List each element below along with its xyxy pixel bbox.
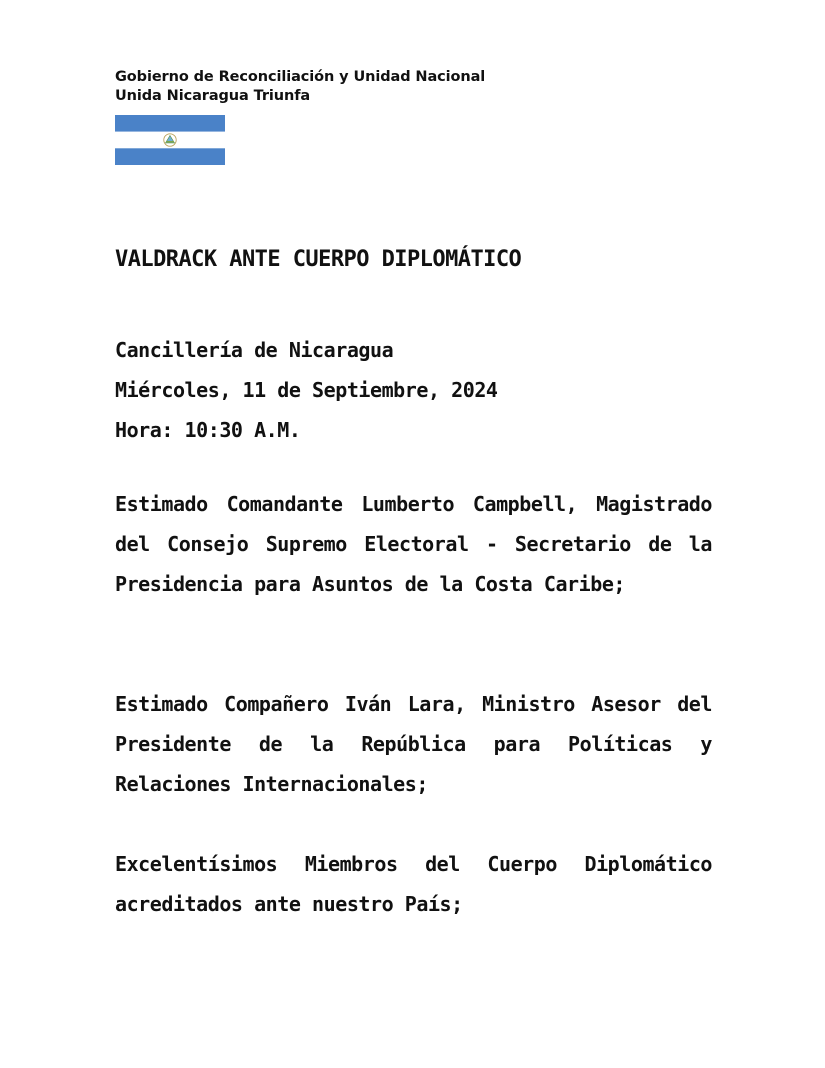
document-title: VALDRACK ANTE CUERPO DIPLOMÁTICO bbox=[115, 247, 522, 272]
event-details bbox=[115, 330, 498, 450]
event-date: Miércoles, 11 de Septiembre, 2024 bbox=[115, 378, 498, 402]
header-line-2: Unida Nicaragua Triunfa bbox=[115, 88, 311, 104]
header-line-1: Gobierno de Reconciliación y Unidad Nacional bbox=[115, 69, 486, 85]
event-time: Hora: 10:30 A.M. bbox=[115, 418, 301, 442]
salutation-paragraph: Estimado Compañero Iván Lara, Ministro Asesor del Presidente de la República para Políticas y Relaciones Internacionales; bbox=[115, 692, 712, 796]
salutation-paragraph: Excelentísimos Miembros del Cuerpo Diplomático acreditados ante nuestro País; bbox=[115, 852, 712, 916]
event-place: Cancillería de Nicaragua bbox=[115, 338, 394, 362]
government-header bbox=[115, 68, 485, 106]
salutation-paragraph: Estimado Comandante Lumberto Campbell, Magistrado del Consejo Supremo Electoral - Secretario de la Presidencia para Asuntos de la Costa Caribe; bbox=[115, 492, 712, 596]
nicaragua-flag-icon bbox=[115, 115, 225, 165]
